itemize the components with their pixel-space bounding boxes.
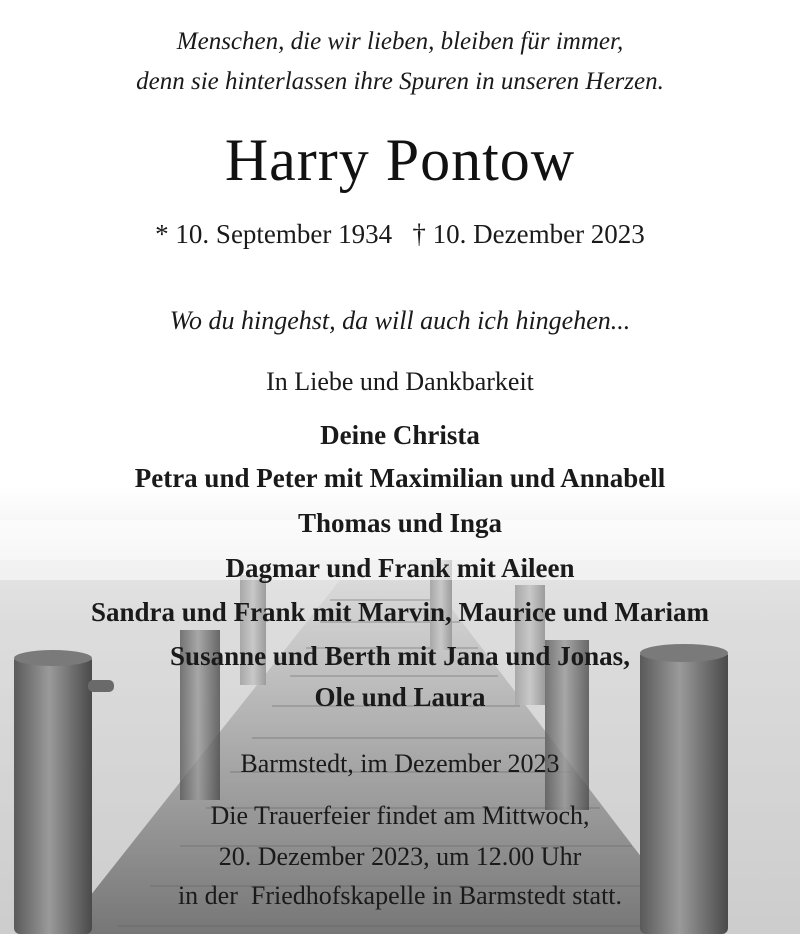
mourner-line: Susanne und Berth mit Jana und Jonas,	[170, 641, 630, 671]
mourner-line: Petra und Peter mit Maximilian und Annabell	[134, 463, 666, 493]
deceased-name: Harry Pontow	[224, 127, 576, 193]
motto-line-1: Menschen, die wir lieben, bleiben für immer,	[176, 28, 624, 55]
quote: Wo du hingehst, da will auch ich hingehen...	[169, 306, 631, 335]
life-dates: * 10. September 1934 † 10. Dezember 2023	[155, 219, 645, 249]
mourner-line: Dagmar und Frank mit Aileen	[225, 553, 575, 583]
mourner-line: Thomas und Inga	[297, 508, 503, 538]
mourner-line: Ole und Laura	[314, 682, 486, 712]
service-line-3: in der Friedhofskapelle in Barmstedt statt.	[177, 881, 623, 910]
mourner-line: Deine Christa	[320, 420, 480, 450]
mourner-line: Sandra und Frank mit Marvin, Maurice und Mariam	[90, 597, 710, 627]
service-line-2: 20. Dezember 2023, um 12.00 Uhr	[218, 842, 582, 871]
place-date: Barmstedt, im Dezember 2023	[240, 749, 560, 778]
service-line-1: Die Trauerfeier findet am Mittwoch,	[210, 801, 590, 830]
greeting: In Liebe und Dankbarkeit	[266, 367, 534, 396]
motto-line-2: denn sie hinterlassen ihre Spuren in unseren Herzen.	[136, 68, 664, 95]
